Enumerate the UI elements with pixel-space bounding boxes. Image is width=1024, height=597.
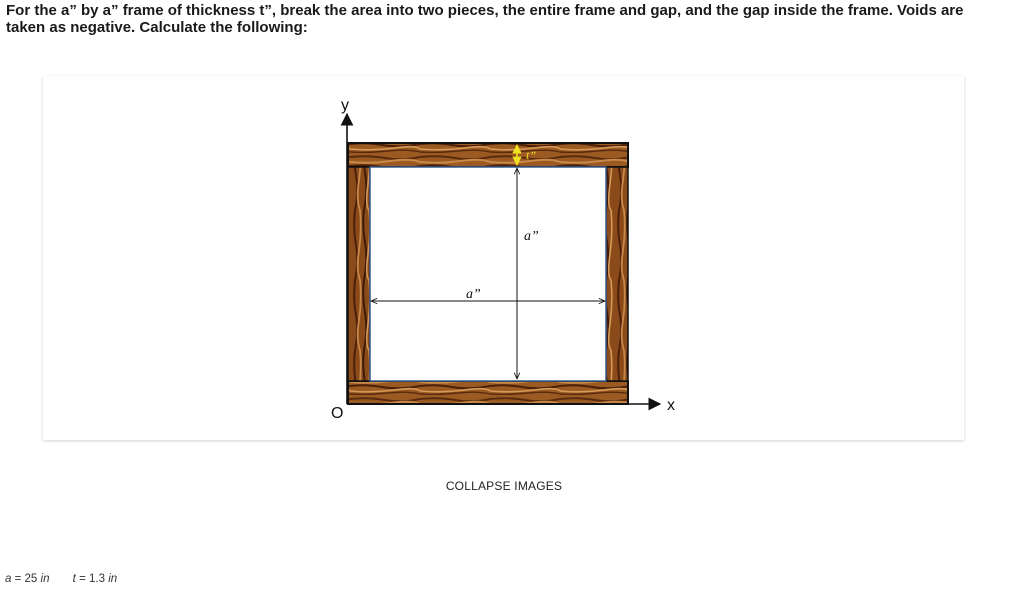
given-values (5, 573, 137, 585)
horizontal-dimension-label: a” (466, 287, 481, 302)
frame-left-board (348, 167, 370, 381)
given-t: t = 1.3 in (72, 573, 118, 585)
x-axis-label: x (667, 397, 675, 414)
wood-frame (348, 143, 628, 404)
frame-bottom-board (348, 381, 628, 404)
frame-right-board (606, 167, 628, 381)
origin-label: O (331, 405, 344, 422)
y-axis-label: y (341, 97, 349, 114)
question-text: For the a” by a” frame of thickness t”, break the area into two pieces, the entire frame and gap, and the gap inside the frame. Voids are taken as negative. Calculate the following: (6, 2, 964, 36)
vertical-dimension-label: a” (524, 229, 539, 244)
thickness-label: t” (526, 148, 537, 162)
given-a: a = 25 in (5, 573, 50, 585)
frame-top-board (348, 143, 628, 167)
collapse-images-button[interactable]: COLLAPSE IMAGES (430, 478, 578, 494)
frame-gap (370, 167, 606, 381)
